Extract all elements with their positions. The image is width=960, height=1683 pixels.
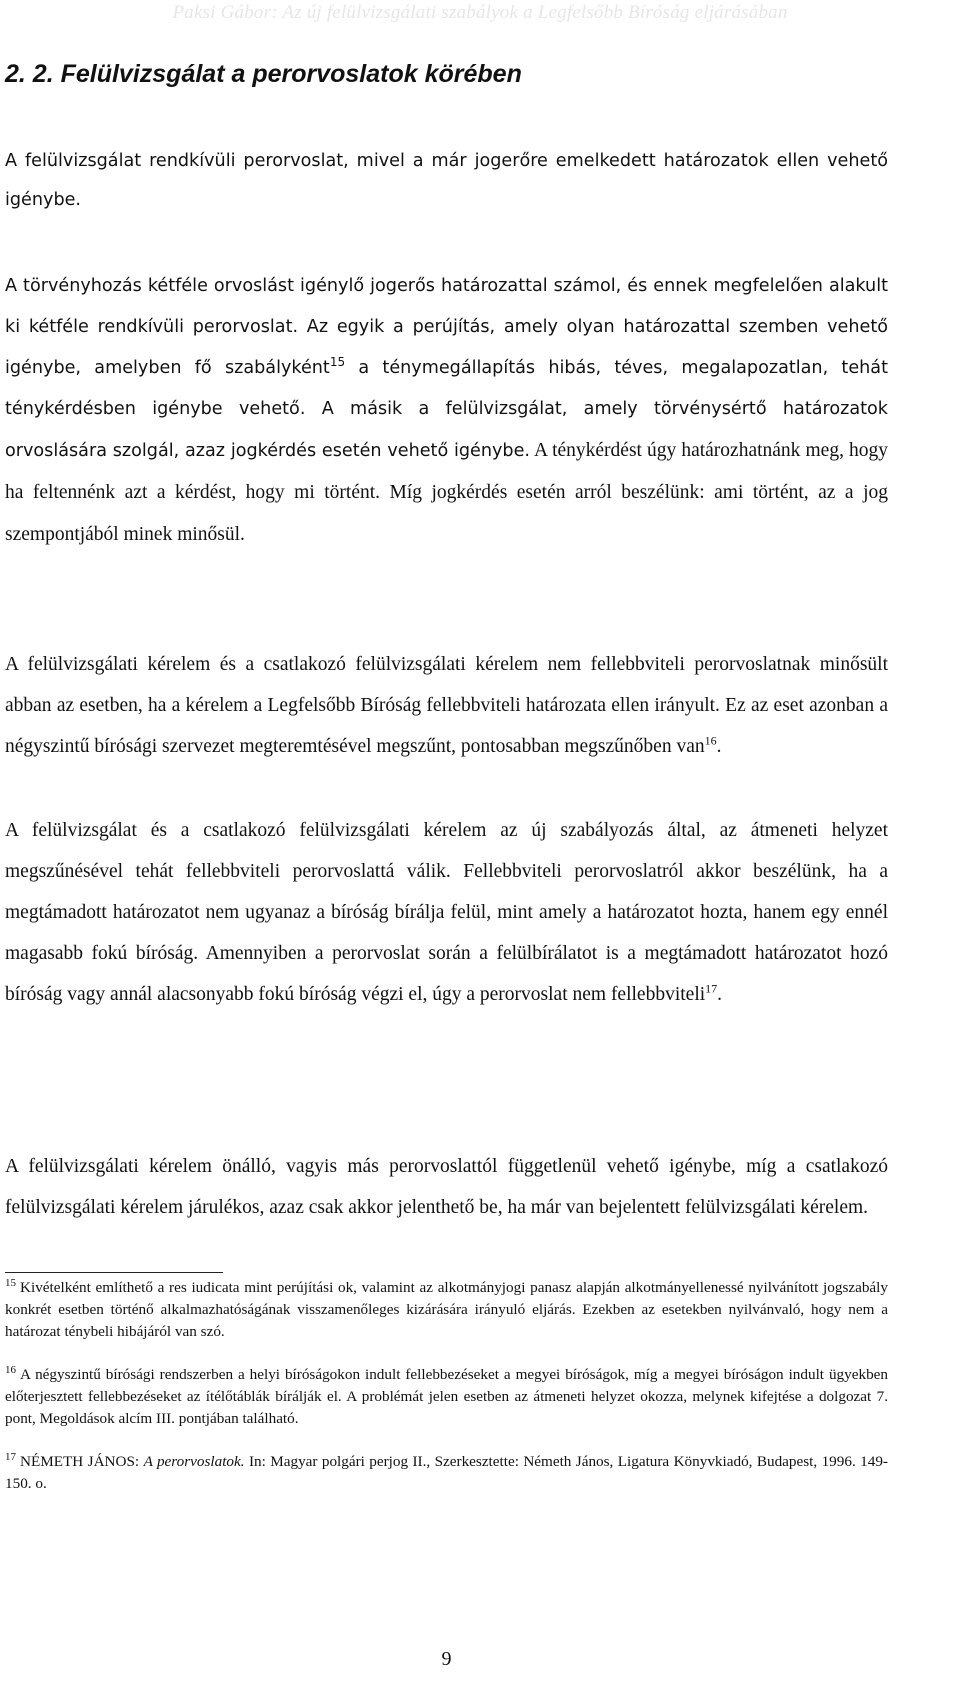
footnote-15-text: Kivételként említhető a res iudicata mint perújítási ok, valamint az alkotmányjogi panasz alapján alkotmányellenessé nyilvánított jogszabály konkrét esetben történő alkalmazhatóságának visszamenőleges kizárására irányuló eljárás. Ezekben az esetekben nyilvánvaló, hogy nem a határozat ténybeli hibájáról van szó. (5, 1279, 888, 1340)
footnote-16-text: A négyszintű bírósági rendszerben a helyi bíróságokon indult fellebbezéseket a megyei bíróságok, míg a megyei bíróságon indult ügyekben előterjesztett fellebbezéseket az ítélőtáblák bírálják el. A problémát jelen esetben az átmeneti helyzet okozza, melynek kifejtése a dolgozat 7. pont, Megoldások alcím III. pontjában található. (5, 1366, 888, 1427)
paragraph-2-text-b: a ténymegállapítás hibás, téves, megalapozatlan, tehát ténykérdésben igénybe vehető. A másik a felülvizsgálat, amely törvénysértő határozatok orvoslására szolgál, azaz jogkérdés esetén vehető igénybe. (5, 358, 888, 461)
paragraph-2-text-a: A törvényhozás kétféle orvoslást igénylő jogerős határozattal számol, és ennek megfelelően alakult ki kétféle rendkívüli perorvoslat. Az egyik a perújítás, amely olyan határozattal szemben vehető igénybe, amelyben fő szabályként (5, 276, 888, 378)
paragraph-2 (5, 266, 888, 556)
page-number: 9 (441, 1648, 452, 1670)
paragraph-3-text-b: . (716, 736, 722, 757)
footnote-17 (5, 1451, 888, 1495)
footnote-16-number: 16 (5, 1363, 16, 1376)
paragraph-3-text-a: A felülvizsgálati kérelem és a csatlakozó felülvizsgálati kérelem nem fellebbviteli perorvoslatnak minősült abban az esetben, ha a kérelem a Legfelsőbb Bíróság fellebbviteli határozata ellen irányult. Ez az eset azonban a négyszintű bírósági szervezet megteremtésével megszűnt, pontosabban megszűnőben van (5, 654, 888, 757)
footnote-ref-16[interactable]: 16 (704, 733, 717, 748)
footnote-ref-15[interactable]: 15 (329, 355, 346, 370)
footnote-17-title: A perorvoslatok. (143, 1453, 245, 1470)
paragraph-4-text-b: . (717, 984, 723, 1005)
footnote-17-number: 17 (5, 1450, 16, 1463)
footnote-17-rest: In: Magyar polgári perjog II., Szerkesztette: Németh János, Ligatura Könyvkiadó, Budapest, 1996. 149-150. o. (5, 1453, 888, 1492)
paragraph-1: A felülvizsgálat rendkívüli perorvoslat, mivel a már jogerőre emelkedett határozatok ellen vehető igénybe. (5, 151, 888, 210)
footnote-17-author: NÉMETH JÁNOS: (20, 1453, 140, 1470)
paragraph-3 (5, 644, 888, 767)
paragraph-4 (5, 810, 888, 1015)
footnote-15 (5, 1277, 888, 1343)
footnote-ref-17[interactable]: 17 (705, 981, 718, 996)
footnote-16 (5, 1364, 888, 1430)
paragraph-2-text-c: A ténykérdést úgy határozhatnánk meg, hogy ha feltennénk azt a kérdést, hogy mi történt. Míg jogkérdés esetén arról beszélünk: ami történt, az a jog szempontjából minek minősül. (5, 440, 888, 545)
footnote-15-number: 15 (5, 1276, 16, 1289)
running-header: Paksi Gábor: Az új felülvizsgálati szabályok a Legfelsőbb Bíróság eljárásában (172, 2, 788, 23)
paragraph-5: A felülvizsgálati kérelem önálló, vagyis más perorvoslattól függetlenül vehető igénybe, míg a csatlakozó felülvizsgálati kérelem járulékos, azaz csak akkor jelenthető be, ha már van bejelentett felülvizsgálati kérelem. (5, 1156, 888, 1218)
footnote-separator (5, 1272, 223, 1273)
section-title: 2. 2. Felülvizsgálat a perorvoslatok körében (5, 60, 522, 88)
paragraph-4-text-a: A felülvizsgálat és a csatlakozó felülvizsgálati kérelem az új szabályozás által, az átmeneti helyzet megszűnésével tehát fellebbviteli perorvoslattá válik. Fellebbviteli perorvoslatról akkor beszélünk, ha a megtámadott határozatot nem ugyanaz a bíróság bírálja felül, mint amely a határozatot hozta, hanem egy ennél magasabb fokú bíróság. Amennyiben a perorvoslat során a felülbírálatot is a megtámadott határozatot hozó bíróság vagy annál alacsonyabb fokú bíróság végzi el, úgy a perorvoslat nem fellebbviteli (5, 820, 888, 1005)
